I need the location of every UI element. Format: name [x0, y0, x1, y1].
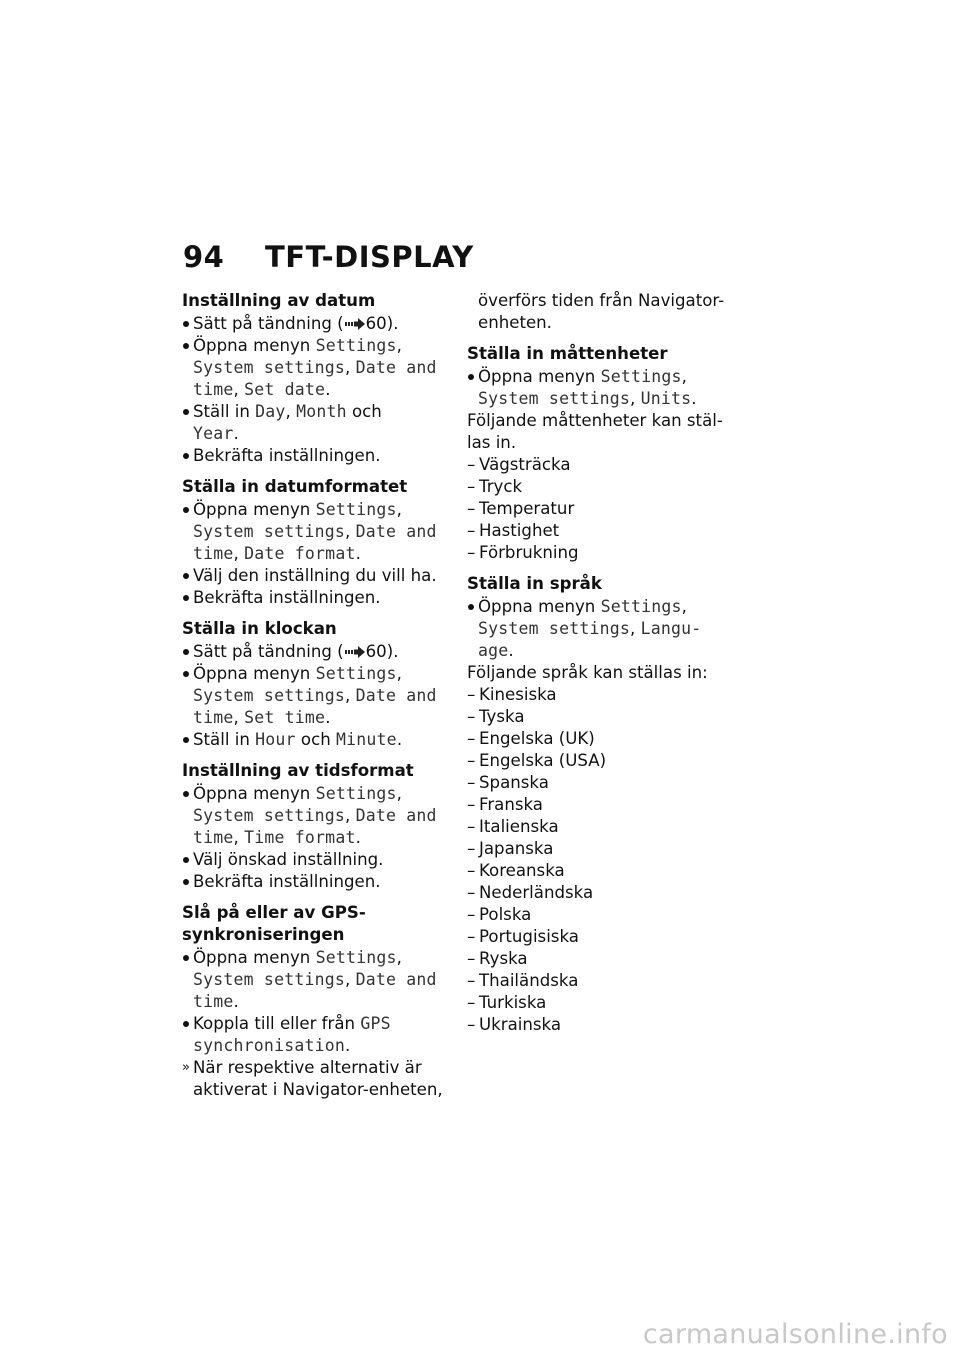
list-item: – Franska — [467, 794, 739, 816]
page-header — [183, 240, 474, 280]
menu-path-time-format: Time format — [244, 828, 356, 847]
menu-path-units: Units — [640, 389, 692, 408]
bullet-item: Ställ in Day, Month och Year. — [182, 401, 454, 445]
section-title: Ställa in måttenheter — [467, 344, 668, 363]
section-set-clock — [182, 618, 454, 751]
section-date-format — [182, 476, 454, 609]
section-title: Inställning av tidsformat — [182, 761, 414, 780]
bullet-item: Öppna menyn Settings, System settings, Date and time, Date format. — [182, 499, 454, 565]
menu-value-gps-synchronisation: GPS synchronisation — [193, 1014, 391, 1055]
menu-path-language-cont: age — [478, 641, 509, 660]
list-item: – Kinesiska — [467, 684, 739, 706]
language-intro: Följande språk kan ställas in: — [467, 663, 708, 682]
menu-path-settings: Settings — [315, 948, 397, 967]
list-item: – Italienska — [467, 816, 739, 838]
left-column — [182, 290, 454, 1110]
menu-path-settings: Settings — [600, 367, 682, 386]
bullet-item: Öppna menyn Settings, System settings, Date and time, Set date. — [182, 335, 454, 401]
continued-text: överförs tiden från Navigator-enheten. — [478, 291, 725, 332]
list-item: – Spanska — [467, 772, 739, 794]
list-item: – Engelska (UK) — [467, 728, 739, 750]
section-title: Slå på eller av GPS- synkroniseringen — [182, 903, 366, 944]
menu-path-date-format: Date format — [244, 544, 356, 563]
list-item: – Ryska — [467, 948, 739, 970]
bullet-item: Öppna menyn Settings, System settings, Date and time, Set time. — [182, 663, 454, 729]
section-title: Ställa in klockan — [182, 619, 337, 638]
bullet-item: Bekräfta inställningen. — [182, 587, 454, 609]
menu-path-date-and-time: Date and time — [193, 970, 437, 1011]
section-gps-continued — [467, 290, 739, 334]
menu-path-date-and-time: Date and time — [193, 686, 437, 727]
bullet-item: Sätt på tändning ( 60). — [182, 313, 454, 335]
menu-path-date-and-time: Date and time — [193, 522, 437, 563]
section-title: Inställning av datum — [182, 291, 376, 310]
list-item: – Portugisiska — [467, 926, 739, 948]
list-item: – Tryck — [467, 476, 739, 498]
menu-value-minute: Minute — [336, 730, 397, 749]
page-reference-arrow-icon — [344, 318, 366, 330]
watermark: carmanualsonline.info — [642, 1319, 948, 1350]
list-item: – Ukrainska — [467, 1014, 739, 1036]
menu-path-set-date: Set date — [244, 380, 326, 399]
menu-path-date-and-time: Date and time — [193, 806, 437, 847]
list-item: – Polska — [467, 904, 739, 926]
menu-path-system-settings: System settings — [193, 970, 346, 989]
list-item: – Förbrukning — [467, 542, 739, 564]
menu-path-system-settings: System settings — [193, 686, 346, 705]
bullet-item: Bekräfta inställningen. — [182, 445, 454, 467]
menu-path-system-settings: System settings — [193, 806, 346, 825]
list-item: – Vägsträcka — [467, 454, 739, 476]
menu-value-year: Year — [193, 424, 234, 443]
page-reference-arrow-icon — [344, 646, 366, 658]
bullet-item: Koppla till eller från GPS synchronisation. — [182, 1013, 454, 1057]
menu-path-set-time: Set time — [244, 708, 326, 727]
result-item: » När respektive alternativ är aktiverat i Navigator-enheten, — [182, 1058, 443, 1099]
menu-path-settings: Settings — [315, 500, 397, 519]
menu-path-settings: Settings — [315, 784, 397, 803]
menu-value-month: Month — [296, 402, 347, 421]
units-intro: Följande måttenheter kan stäl- las in. — [467, 411, 723, 452]
list-item: – Engelska (USA) — [467, 750, 739, 772]
bullet-item: Bekräfta inställningen. — [182, 871, 454, 893]
list-item: – Tyska — [467, 706, 739, 728]
list-item: – Thailändska — [467, 970, 739, 992]
menu-path-settings: Settings — [315, 336, 397, 355]
menu-path-system-settings: System settings — [478, 389, 631, 408]
menu-value-hour: Hour — [255, 730, 296, 749]
menu-path-language: Langu- — [640, 619, 702, 638]
section-language — [467, 573, 739, 1036]
list-item: – Turkiska — [467, 992, 739, 1014]
list-item: – Nederländska — [467, 882, 739, 904]
bullet-item: Välj önskad inställning. — [182, 849, 454, 871]
bullet-item: Öppna menyn Settings, System settings, Langu- age. — [467, 596, 739, 662]
section-units — [467, 343, 739, 564]
bullet-item: Sätt på tändning ( 60). — [182, 641, 454, 663]
page-title: TFT-DISPLAY — [265, 240, 474, 274]
bullet-item: Ställ in Hour och Minute. — [182, 729, 454, 751]
menu-path-system-settings: System settings — [193, 358, 346, 377]
list-item: – Japanska — [467, 838, 739, 860]
section-title: Ställa in språk — [467, 574, 602, 593]
right-column — [467, 290, 739, 1045]
bullet-item: Öppna menyn Settings, System settings, Date and time. — [182, 947, 454, 1013]
page-number: 94 — [183, 240, 225, 274]
menu-path-date-and-time: Date and time — [193, 358, 437, 399]
section-title: Ställa in datumformatet — [182, 477, 408, 496]
list-item: – Temperatur — [467, 498, 739, 520]
bullet-item: Välj den inställning du vill ha. — [182, 565, 454, 587]
menu-path-system-settings: System settings — [193, 522, 346, 541]
menu-value-day: Day — [255, 402, 286, 421]
list-item: – Hastighet — [467, 520, 739, 542]
section-gps-sync — [182, 902, 454, 1101]
list-item: – Koreanska — [467, 860, 739, 882]
menu-path-settings: Settings — [600, 597, 682, 616]
bullet-item: Öppna menyn Settings, System settings, Date and time, Time format. — [182, 783, 454, 849]
section-time-format — [182, 760, 454, 893]
bullet-item: Öppna menyn Settings, System settings, Units. — [467, 366, 739, 410]
result-chevron-icon: » — [182, 1060, 190, 1075]
menu-path-system-settings: System settings — [478, 619, 631, 638]
section-set-date — [182, 290, 454, 467]
menu-path-settings: Settings — [315, 664, 397, 683]
